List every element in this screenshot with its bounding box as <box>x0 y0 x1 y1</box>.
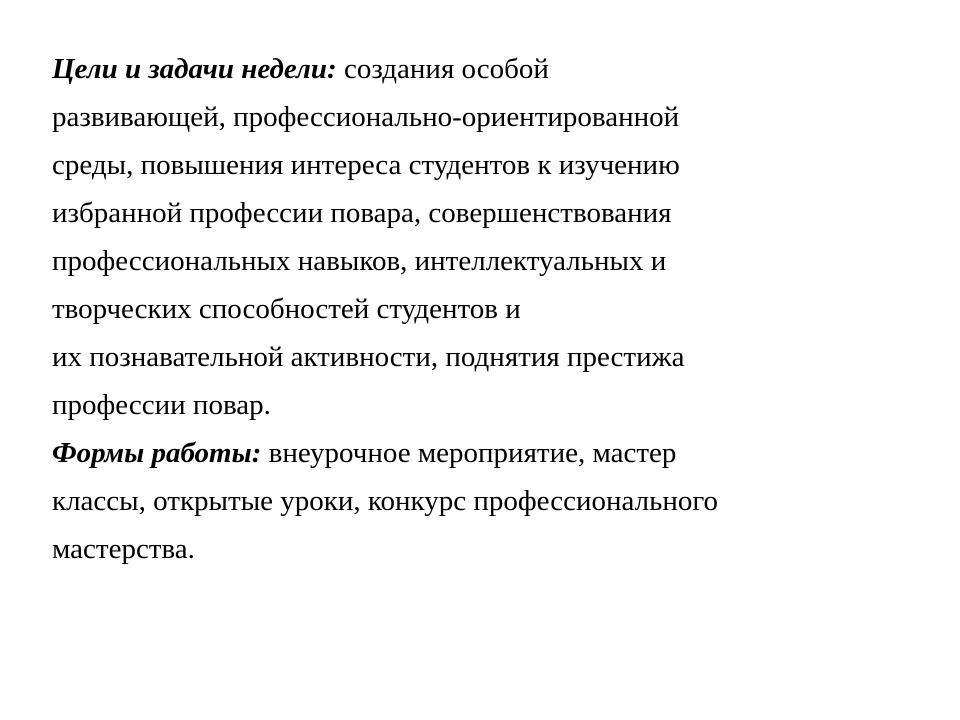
forms-first-line <box>52 429 932 477</box>
slide-text <box>52 45 932 573</box>
goals-text-line: развивающей, профессионально-ориентированной <box>52 101 680 133</box>
forms-text-line: внеурочное мероприятие, мастер <box>261 437 677 469</box>
goals-first-line <box>52 45 932 93</box>
goals-label: Цели и задачи недели: <box>52 53 337 85</box>
goals-text-line: профессиональных навыков, интеллектуальных и <box>52 245 667 277</box>
goals-text-line: творческих способностей студентов и <box>52 293 521 325</box>
goals-text-line: профессии повар. <box>52 389 271 421</box>
forms-text-line: мастерства. <box>52 533 195 565</box>
goals-text-line: избранной профессии повара, совершенствования <box>52 197 672 229</box>
forms-text-line: классы, открытые уроки, конкурс профессионального <box>52 485 719 517</box>
goals-text-line: их познавательной активности, поднятия престижа <box>52 341 685 373</box>
goals-text-line: создания особой <box>336 53 549 85</box>
forms-label: Формы работы: <box>52 437 262 469</box>
goals-text-line: среды, повышения интереса студентов к изучению <box>52 149 680 181</box>
